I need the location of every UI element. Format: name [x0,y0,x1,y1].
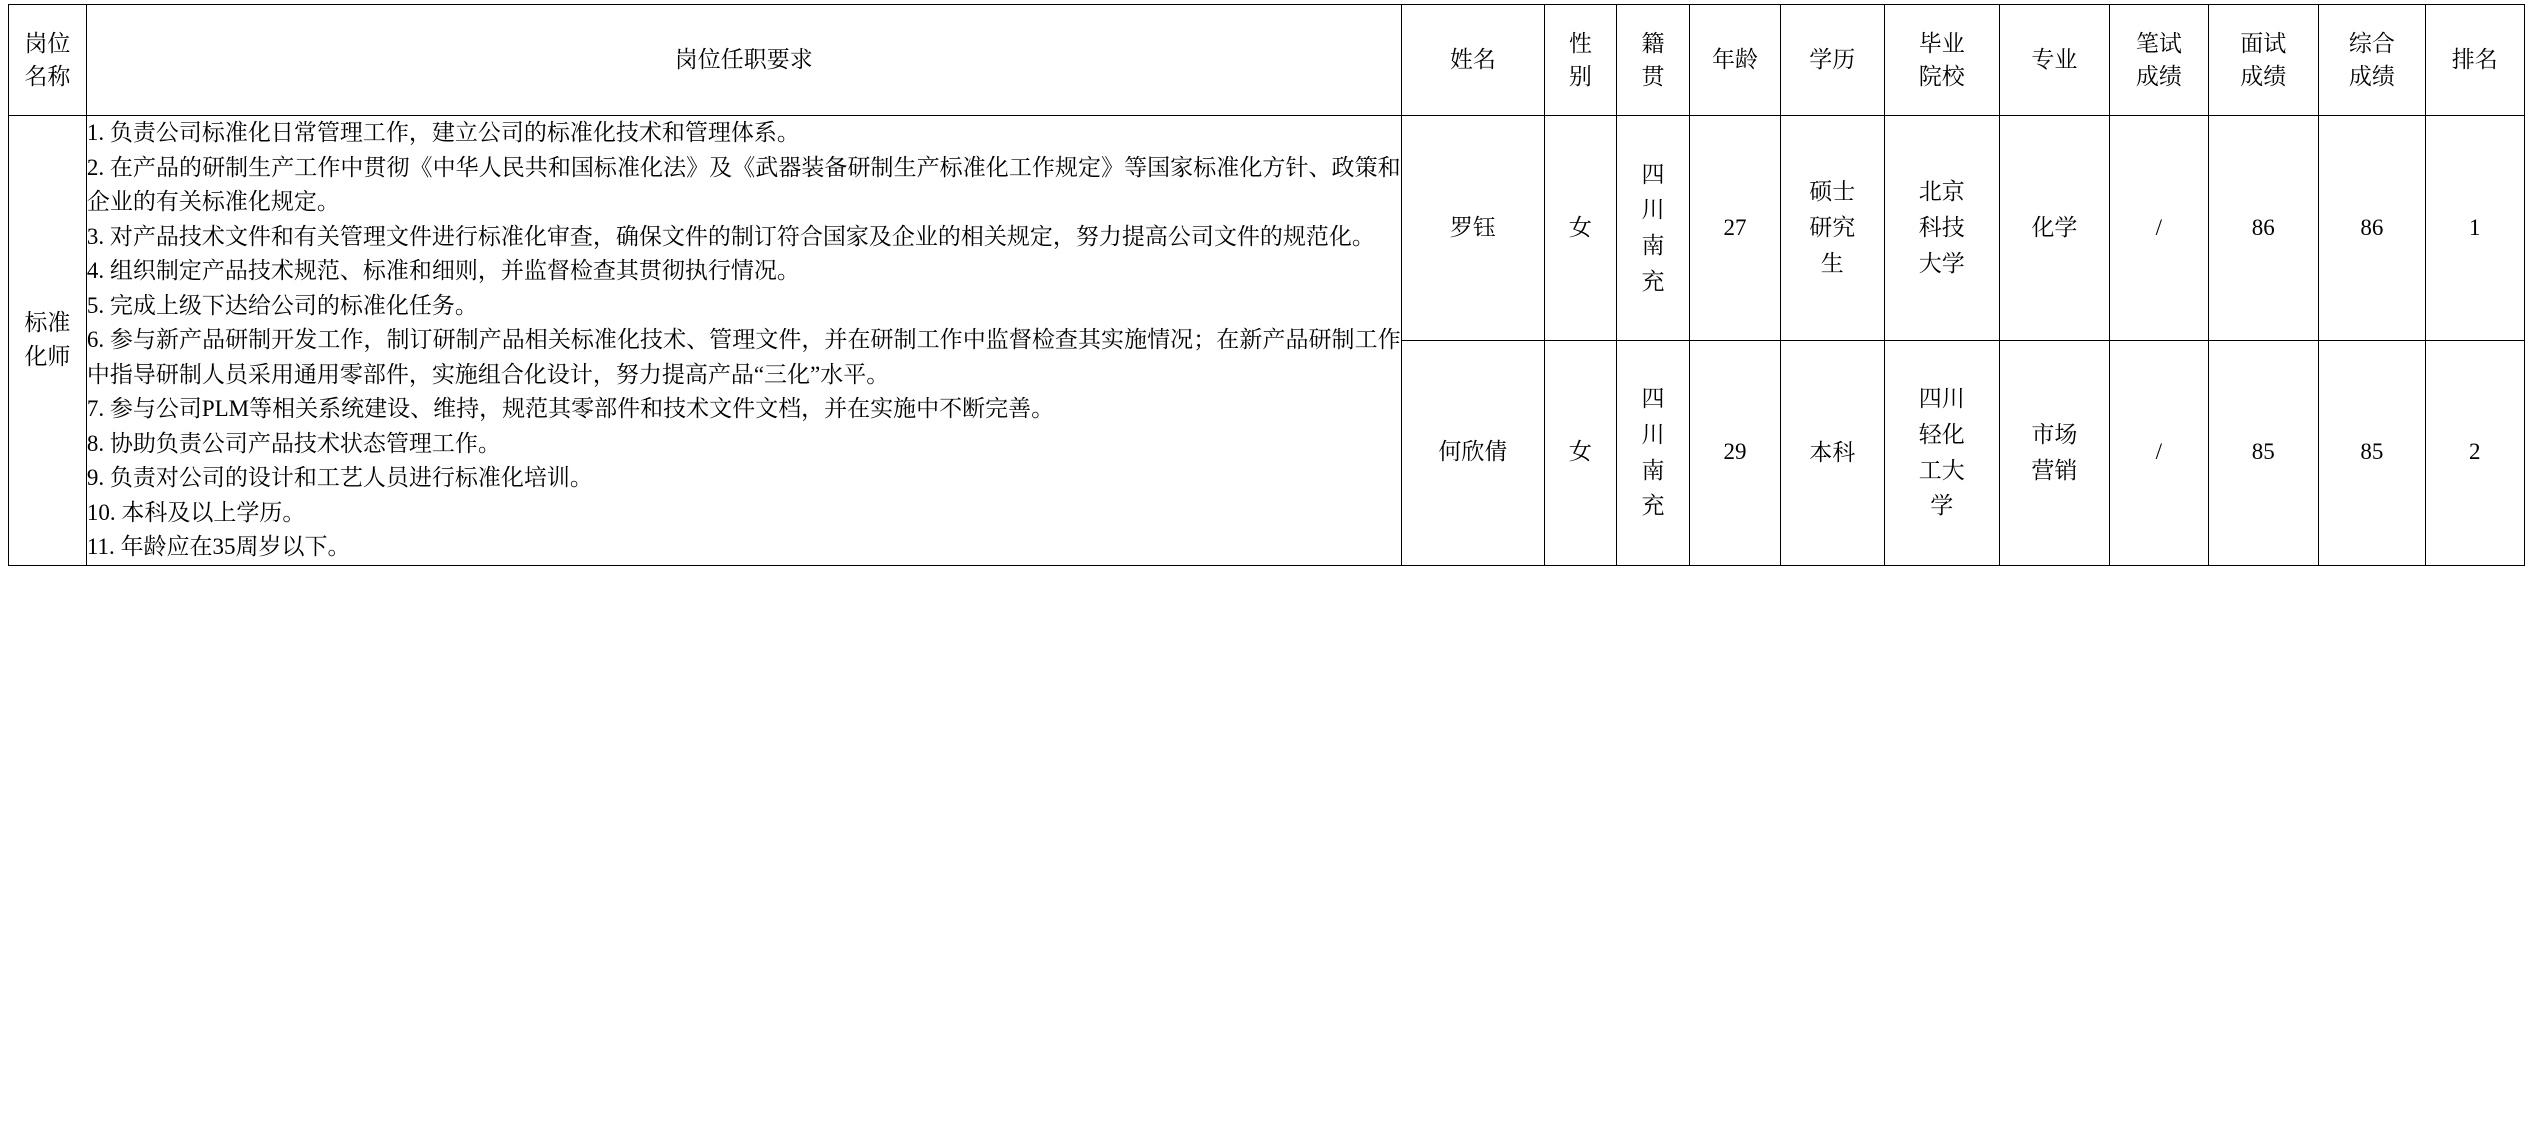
cell-overall-score: 85 [2319,340,2425,565]
origin-char: 四 [1641,161,1665,187]
header-interview-score-line1: 面试 [2240,30,2287,56]
education-stacked-text [1809,174,1855,281]
cell-rank: 1 [2425,116,2524,341]
cell-major: 化学 [1999,116,2110,341]
requirement-item: 1. 负责公司标准化日常管理工作，建立公司的标准化技术和管理体系。 [86,120,800,145]
cell-age: 29 [1690,340,1780,565]
cell-interview-score: 85 [2208,340,2319,565]
cell-origin [1616,116,1690,341]
header-post-name [9,5,87,116]
table-row [9,116,2525,341]
cell-major [1999,340,2110,565]
header-school-line1: 毕业 [1918,30,1965,56]
cell-name: 罗钰 [1401,116,1544,341]
cell-name: 何欣倩 [1401,340,1544,565]
header-written-score [2110,5,2208,116]
cell-education [1780,340,1884,565]
major-stacked-text [2031,417,2077,488]
header-written-score-line1: 笔试 [2135,30,2182,56]
recruitment-table [8,4,2525,566]
school-line: 工大 [1918,457,1965,483]
cell-interview-score: 86 [2208,116,2319,341]
header-post-name-line2: 名称 [24,64,71,89]
school-line: 大学 [1918,250,1965,276]
requirement-item: 6. 参与新产品研制开发工作，制订研制产品相关标准化技术、管理文件，并在研制工作中监督检查其实施情况；在新产品研制工作中指导研制人员采用通用零部件，实施组合化设计，努力提高产品“三化”水平。 [86,327,1401,387]
header-school-line2: 院校 [1918,64,1965,89]
origin-char: 川 [1641,197,1665,223]
origin-vertical-text [1642,381,1665,524]
requirement-item: 5. 完成上级下达给公司的标准化任务。 [86,292,478,318]
header-interview-score-line2: 成绩 [2240,64,2287,89]
major-line: 市场 [2031,421,2078,447]
cell-written-score: / [2110,116,2208,341]
header-interview-score [2208,5,2319,116]
cell-school [1884,116,1999,341]
header-written-score-line2: 成绩 [2135,64,2182,89]
school-stacked-text [1919,174,1965,281]
requirement-item: 7. 参与公司PLM等相关系统建设、维持，规范其零部件和技术文件文档，并在实施中不断完善。 [86,396,1055,421]
origin-char: 四 [1641,386,1665,412]
school-line: 北京 [1918,179,1965,205]
cell-origin [1616,340,1690,565]
cell-requirements [86,116,1401,566]
post-name-line1: 标准 [24,309,71,335]
origin-vertical-text [1642,157,1665,300]
school-line: 轻化 [1918,421,1965,447]
table-header-row [9,5,2525,116]
school-line: 科技 [1918,215,1965,241]
header-rank: 排名 [2425,5,2524,116]
major-line: 营销 [2031,457,2078,483]
cell-overall-score: 86 [2319,116,2425,341]
education-line: 生 [1820,250,1844,276]
requirement-item: 11. 年龄应在35周岁以下。 [86,534,351,559]
header-post-name-line1: 岗位 [24,30,71,56]
origin-char: 川 [1641,421,1665,447]
header-gender-line1: 性 [1568,30,1592,56]
education-line: 硕士 [1809,179,1856,205]
header-origin-line1: 籍 [1641,30,1665,56]
cell-school [1884,340,1999,565]
requirement-item: 2. 在产品的研制生产工作中贯彻《中华人民共和国标准化法》及《武器装备研制生产标准化工作规定》等国家标准化方针、政策和企业的有关标准化规定。 [86,154,1401,214]
header-major: 专业 [1999,5,2110,116]
header-age: 年龄 [1690,5,1780,116]
education-stacked-text [1809,435,1855,471]
header-overall-score-line1: 综合 [2348,30,2395,56]
header-origin [1616,5,1690,116]
requirement-item: 4. 组织制定产品技术规范、标准和细则，并监督检查其贯彻执行情况。 [86,258,800,283]
school-line: 学 [1930,493,1954,519]
header-name: 姓名 [1401,5,1544,116]
cell-gender: 女 [1545,116,1617,341]
cell-rank: 2 [2425,340,2524,565]
header-school [1884,5,1999,116]
education-line: 研究 [1809,215,1856,241]
requirement-item: 8. 协助负责公司产品技术状态管理工作。 [86,430,501,456]
origin-char: 充 [1641,268,1665,294]
origin-char: 充 [1641,493,1665,519]
school-line: 四川 [1918,386,1965,412]
requirement-item: 10. 本科及以上学历。 [86,499,306,525]
school-stacked-text [1919,381,1965,524]
cell-education [1780,116,1884,341]
requirement-item: 9. 负责对公司的设计和工艺人员进行标准化培训。 [86,465,593,490]
education-line: 本科 [1809,439,1856,465]
header-requirements: 岗位任职要求 [86,5,1401,116]
header-gender [1545,5,1617,116]
cell-post-name [9,116,87,566]
header-overall-score-line2: 成绩 [2348,64,2395,89]
header-education: 学历 [1780,5,1884,116]
post-name-line2: 化师 [24,344,71,370]
cell-gender: 女 [1545,340,1617,565]
header-origin-line2: 贯 [1641,64,1665,89]
origin-char: 南 [1641,457,1665,483]
cell-age: 27 [1690,116,1780,341]
header-overall-score [2319,5,2425,116]
requirement-item: 3. 对产品技术文件和有关管理文件进行标准化审查，确保文件的制订符合国家及企业的相关规定，努力提高公司文件的规范化。 [86,223,1375,249]
cell-written-score: / [2110,340,2208,565]
origin-char: 南 [1641,232,1665,258]
header-gender-line2: 别 [1568,64,1592,89]
